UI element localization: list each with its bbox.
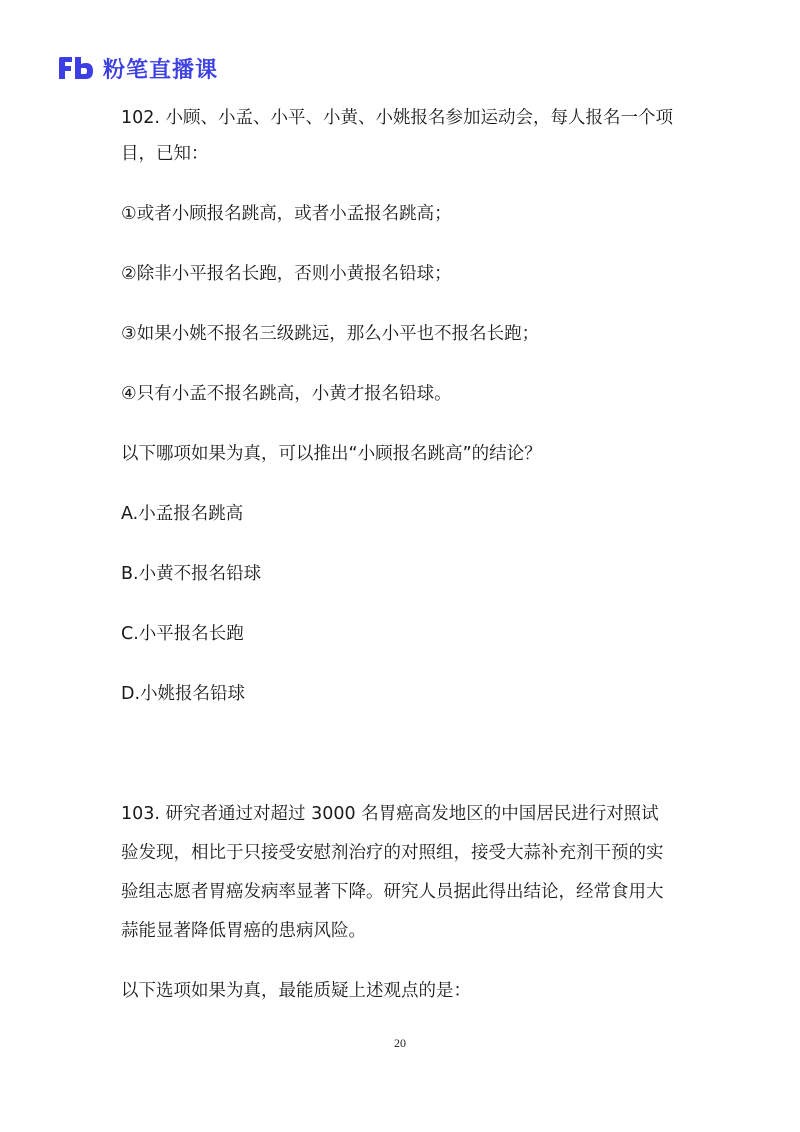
page-number: 20 (394, 1036, 406, 1050)
q102-option-a: A.小孟报名跳高 (121, 504, 244, 524)
header (57, 52, 218, 84)
q102-condition-4: ④只有小孟不报名跳高，小黄才报名铅球。 (121, 384, 452, 404)
q102-question: 以下哪项如果为真，可以推出“小顾报名跳高”的结论？ (121, 444, 542, 464)
q102-condition-3: ③如果小姚不报名三级跳远，那么小平也不报名长跑； (121, 324, 540, 344)
q103-stem-line-2: 验发现，相比于只接受安慰剂治疗的对照组，接受大蒜补充剂干预的实 (121, 843, 664, 863)
q102-option-d: D.小姚报名铅球 (121, 684, 246, 704)
q102-condition-2: ②除非小平报名长跑，否则小黄报名铅球； (121, 264, 452, 284)
document-body (121, 100, 696, 1009)
q103-stem-line-1: 103. 研究者通过对超过 3000 名胃癌高发地区的中国居民进行对照试 (121, 804, 659, 824)
q102-option-b: B.小黄不报名铅球 (121, 564, 262, 584)
fb-logo-icon (57, 55, 95, 81)
q102-condition-1: ①或者小顾报名跳高，或者小孟报名跳高； (121, 204, 452, 224)
q103-stem-line-3: 验组志愿者胃癌发病率显著下降。研究人员据此得出结论，经常食用大 (121, 882, 664, 902)
q102-stem-line-2: 目，已知： (121, 144, 209, 164)
q103-question: 以下选项如果为真，最能质疑上述观点的是： (121, 981, 471, 1001)
brand-title: 粉笔直播课 (103, 57, 219, 83)
q102-option-c: C.小平报名长跑 (121, 624, 244, 644)
q102-stem-line-1: 102. 小顾、小孟、小平、小黄、小姚报名参加运动会，每人报名一个项 (121, 108, 674, 128)
q103-stem-line-4: 蒜能显著降低胃癌的患病风险。 (121, 921, 366, 941)
